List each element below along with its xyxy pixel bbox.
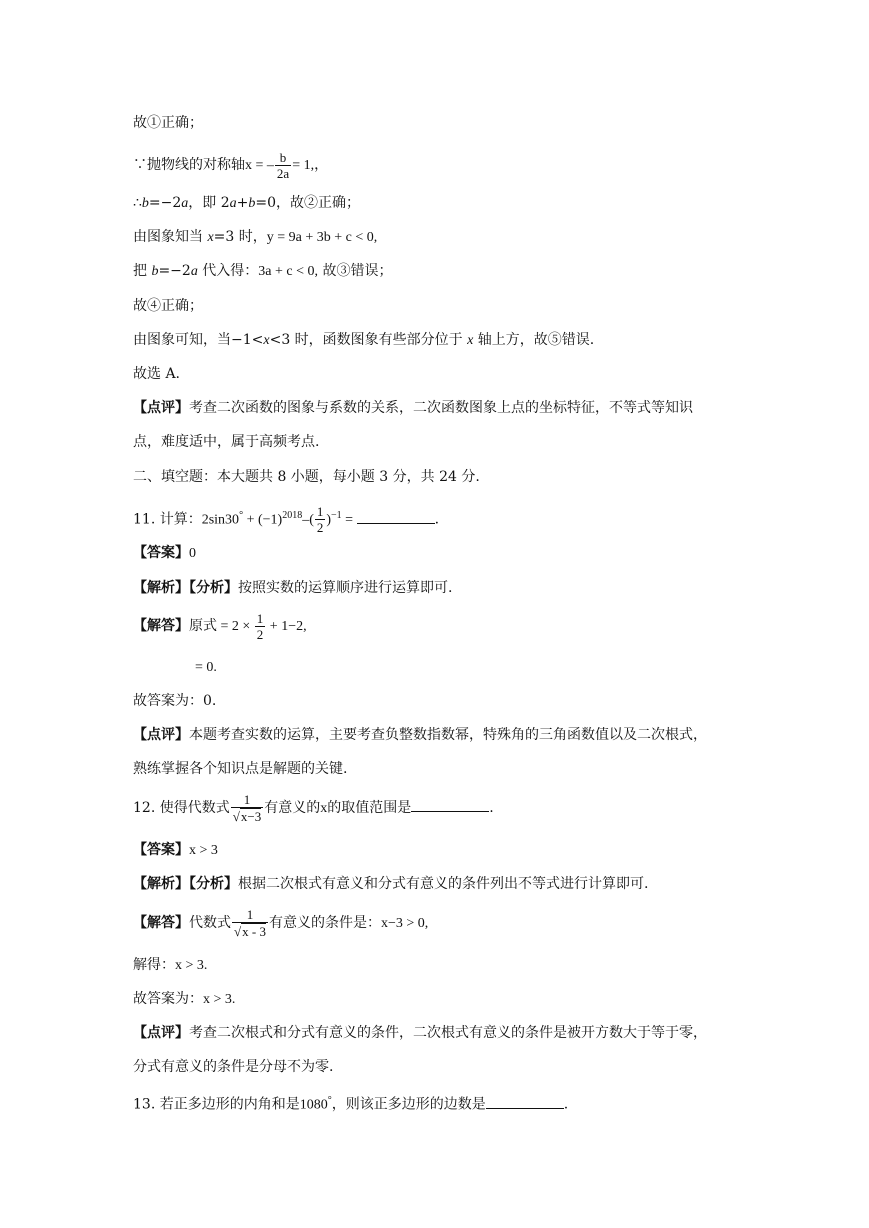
section-heading — [133, 467, 480, 487]
text: 故选 A. — [133, 366, 181, 382]
text: 故③错误； — [318, 263, 393, 279]
math-text: + (−1) — [243, 512, 283, 528]
text-line — [133, 1023, 707, 1043]
question-11 — [133, 498, 439, 534]
math-text: y = 9a + 3b + c < 0, — [266, 230, 378, 245]
fraction-numerator: 1 — [256, 610, 264, 626]
answer-blank[interactable] — [486, 1094, 564, 1109]
answer-value: x > 3 — [189, 843, 218, 858]
text-line — [133, 296, 203, 316]
text-line — [133, 364, 180, 384]
section-tag: 【解析】【分析】 — [133, 876, 238, 892]
text: . — [434, 511, 440, 528]
text: ，则该正多边形的边数是 — [331, 1096, 486, 1113]
math-var: b — [141, 196, 149, 211]
answer-value: 0 — [189, 546, 196, 561]
solution-line — [133, 903, 428, 943]
math-var: a — [190, 264, 198, 279]
text: ，即 2 — [188, 195, 230, 211]
section-tag: 【答案】 — [133, 842, 189, 858]
text: 把 — [133, 263, 152, 279]
fraction-denominator: √x−3 — [232, 809, 262, 824]
math-text: = 0. — [195, 660, 217, 675]
text-line — [133, 725, 707, 745]
text: ∴ — [133, 195, 142, 211]
math-text: = — [341, 512, 357, 528]
text: 分式有意义的条件是分母不为零. — [133, 1059, 334, 1075]
section-tag: 【解析】【分析】 — [133, 580, 238, 596]
fraction-numerator: b — [279, 149, 287, 165]
text: 轴上方，故⑤错误. — [473, 332, 595, 348]
text: 二、填空题：本大题共 8 小题，每小题 3 分，共 24 分. — [133, 469, 480, 485]
text: 代入得： — [197, 263, 259, 279]
math-text: 3a + c < 0, — [258, 264, 318, 279]
radicand: x - 3 — [242, 924, 266, 939]
text: ∵抛物线的对称轴 — [133, 157, 245, 173]
text: 本题考查实数的运算，主要考查负整数指数幂，特殊角的三角函数值以及二次根式， — [189, 727, 707, 743]
text-line — [133, 330, 594, 350]
section-tag: 【答案】 — [133, 545, 189, 561]
degree-symbol: ° — [327, 1095, 332, 1106]
math-var: b — [248, 196, 256, 211]
text: =0，故②正确； — [255, 195, 361, 211]
math-text: x > 3. — [175, 958, 208, 973]
math-text: = 1, — [292, 158, 315, 173]
section-tag: 【解答】 — [133, 915, 189, 931]
text: 解得： — [133, 957, 175, 973]
text: 故④正确； — [133, 298, 203, 314]
text-line — [133, 148, 328, 182]
solution-line — [195, 657, 217, 677]
text: <3 时，函数图象有些部分位于 — [269, 332, 468, 348]
text: 熟练掌握各个知识点是解题的关键. — [133, 761, 348, 777]
answer-line — [133, 840, 218, 860]
analysis-line — [133, 578, 452, 598]
answer-blank[interactable] — [357, 509, 435, 524]
math-var: a — [229, 196, 237, 211]
section-tag: 【点评】 — [133, 400, 189, 416]
section-tag: 【点评】 — [133, 727, 189, 743]
math-var: x — [207, 230, 214, 245]
text-line — [133, 227, 377, 247]
math-text: x−3 > 0, — [380, 916, 429, 931]
text: 有意义的 — [264, 800, 321, 816]
question-number: 13. 若正多边形的内角和是 — [133, 1096, 300, 1113]
text: 原式 — [189, 618, 217, 634]
math-text: 1080 — [299, 1097, 328, 1113]
text: 按照实数的运算顺序进行运算即可. — [238, 580, 453, 596]
math-var: x — [263, 333, 270, 348]
question-12 — [133, 788, 494, 828]
fraction — [275, 150, 291, 181]
fraction-numerator: 1 — [316, 504, 324, 520]
answer-line — [133, 543, 196, 563]
question-number: 11. 计算： — [133, 511, 202, 528]
text: 故答案为：0. — [133, 693, 217, 709]
text: =−2 — [158, 263, 191, 279]
text-line — [133, 1057, 333, 1077]
math-text: –( — [302, 512, 314, 528]
text: 由图象知当 — [133, 229, 208, 245]
text: 的取值范围是 — [327, 800, 412, 816]
text: . — [489, 800, 494, 816]
fraction-denominator: 2 — [316, 520, 324, 536]
question-13 — [133, 1091, 568, 1111]
fraction-numerator: 1 — [246, 907, 254, 922]
text: 由图象可知，当−1< — [133, 332, 264, 348]
text: ， — [314, 157, 329, 173]
text: . — [563, 1096, 569, 1113]
text: 有意义的条件是： — [268, 915, 381, 931]
section-tag: 【点评】 — [133, 1025, 189, 1041]
fraction-denominator: 2a — [276, 165, 290, 181]
math-var: x — [467, 333, 474, 348]
text-line — [133, 113, 203, 133]
text-line — [133, 432, 319, 452]
exponent: 2018 — [282, 510, 303, 521]
math-var: x — [320, 801, 328, 816]
exponent: −1 — [331, 510, 342, 521]
fraction — [231, 792, 263, 824]
text-line — [133, 955, 207, 975]
text-line — [133, 989, 235, 1009]
degree-symbol: ° — [239, 510, 244, 521]
math-var: a — [181, 196, 189, 211]
math-text: x > 3. — [203, 992, 236, 1007]
section-tag: 【解答】 — [133, 618, 189, 634]
math-var: b — [151, 264, 159, 279]
text: 点，难度适中，属于高频考点. — [133, 434, 320, 450]
math-text: 2sin30 — [201, 512, 240, 528]
text-line — [133, 261, 392, 281]
text: 故答案为： — [133, 991, 203, 1007]
text: 故①正确； — [133, 115, 203, 131]
math-text: ) — [326, 512, 332, 528]
solution-line — [133, 608, 307, 644]
text: 考查二次函数的图象与系数的关系，二次函数图象上点的坐标特征，不等式等知识 — [189, 400, 693, 416]
fraction-denominator: √x - 3 — [234, 924, 266, 939]
text: + — [236, 195, 249, 211]
fraction-denominator: 2 — [256, 626, 264, 642]
text: 考查二次根式和分式有意义的条件，二次根式有意义的条件是被开方数大于等于零， — [189, 1025, 707, 1041]
math-text: + 1−2, — [266, 619, 307, 634]
question-number: 12. 使得代数式 — [133, 800, 230, 816]
radicand: x−3 — [240, 809, 262, 824]
math-text: = 2 × — [217, 619, 254, 634]
analysis-line — [133, 874, 648, 894]
text-line — [133, 691, 216, 711]
text-line — [133, 193, 360, 213]
fraction — [232, 907, 268, 939]
math-text: x = – — [245, 158, 274, 173]
fraction — [315, 504, 326, 535]
text: 代数式 — [189, 915, 231, 931]
text: =−2 — [148, 195, 182, 211]
fraction — [255, 611, 266, 642]
text: =3 时， — [213, 229, 267, 245]
answer-blank[interactable] — [411, 797, 489, 812]
text-line — [133, 759, 347, 779]
fraction-numerator: 1 — [243, 792, 251, 807]
text: 根据二次根式有意义和分式有意义的条件列出不等式进行计算即可. — [238, 876, 649, 892]
text-line — [133, 398, 693, 418]
